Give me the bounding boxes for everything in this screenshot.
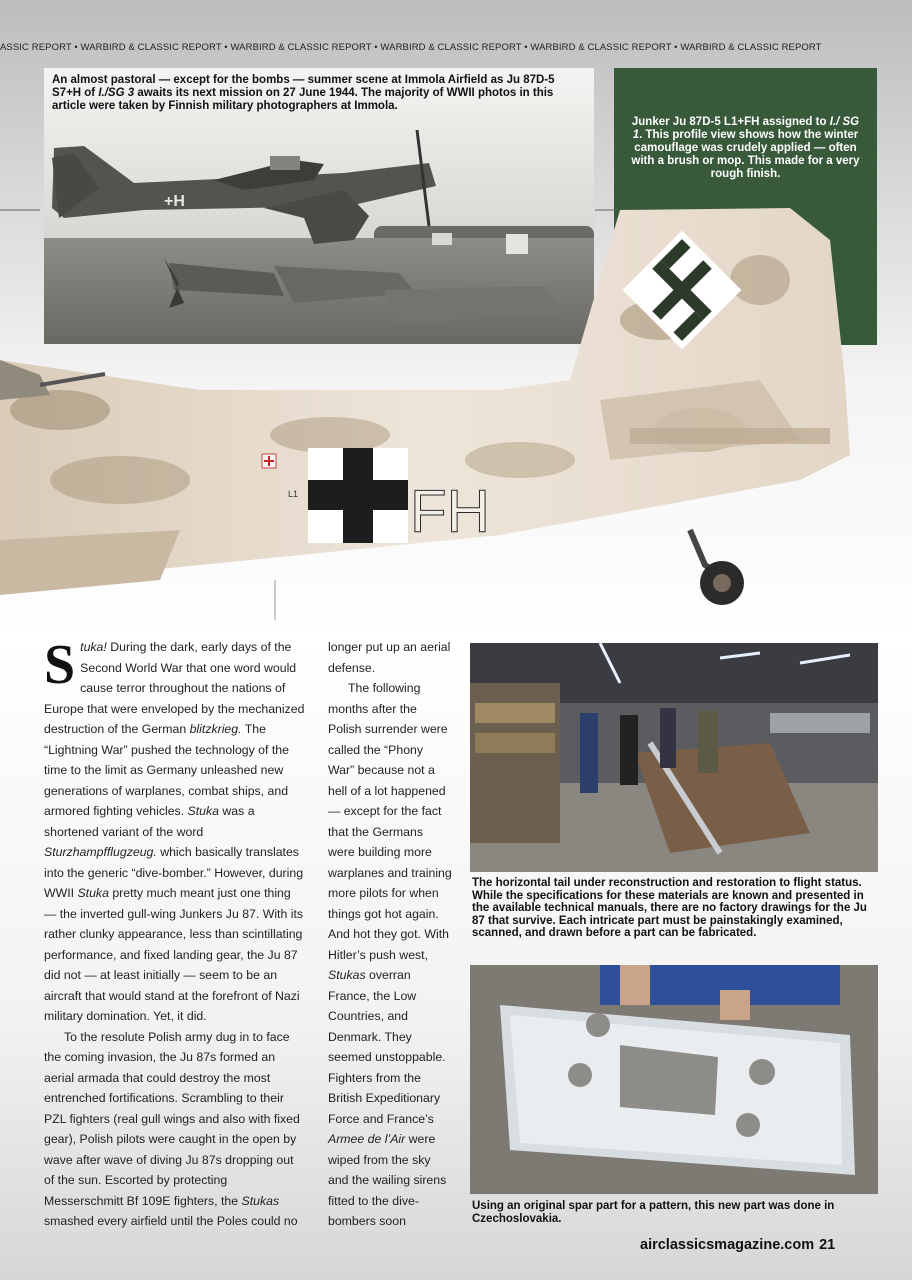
spar-part-photo-illustration xyxy=(470,965,878,1194)
aircraft-profile-illustration xyxy=(0,200,912,620)
workshop-photo xyxy=(470,643,878,872)
workshop-photo-caption: The horizontal tail under reconstruction and restoration to flight status. While the specifications for these materials are known and presented in the available technical manuals, there are no factory drawings for the Ju 87 that survive. Each intricate part must be painstakingly examined, scanned, and drawn before a part can be fabricated. xyxy=(472,877,867,940)
photo-aircraft-code: +H xyxy=(164,193,185,210)
footer-site: airclassicsmagazine.com xyxy=(640,1237,815,1253)
top-caption-text-a: An almost pastoral — except for the bombs — summer scene at Immola Airfield as Ju 87D-5 S7+H of xyxy=(52,74,555,99)
article-p1-a: tuka! xyxy=(80,640,107,654)
article-p2-a: To the resolute Polish army dug in to face the coming invasion, the Ju 87s formed an aerial armada that could destroy the most entrenched fortifications. Scrambling to their PZL fighters (real gull wings and also with fixed gear), Polish pilots were caught in the open by wave after wave of diving Ju 87s dropping out of the sun. Escorted by protecting Messerschmitt Bf 109E fighters, the xyxy=(44,1029,300,1208)
page-footer xyxy=(640,1237,835,1253)
article-p1-h: which basically translates into the generic “dive-bomber.” However, during WWII xyxy=(44,845,304,900)
article-p1-d: The “Lightning War” pushed the technology of the time to the limit as Germany unleashed new generations of warplanes, combat ships, and armored fighting vehicles. xyxy=(44,722,289,818)
article-p2-d: longer put up an aerial defense. xyxy=(328,640,451,675)
article-column-1 xyxy=(44,634,306,1232)
article-column-2 xyxy=(328,637,452,1232)
article-p2-c: smashed every airfield until the Poles could no xyxy=(44,1214,298,1228)
profile-small-code: L1 xyxy=(288,489,299,499)
article-p1-i: Stuka xyxy=(77,886,109,900)
page-number: 21 xyxy=(819,1237,836,1253)
profile-caption-text-a: Junker Ju 87D-5 L1+FH assigned to xyxy=(631,116,830,128)
article-p3-b: Stukas xyxy=(328,968,366,982)
top-caption-text-b: awaits its next mission on 27 June 1944. The majority of WWII photos in this article were taken by Finnish military photographers at Immola. xyxy=(52,87,554,112)
workshop-photo-illustration xyxy=(470,643,878,872)
article-p1-c: blitzkrieg. xyxy=(189,722,242,736)
article-p1-e: Stuka xyxy=(187,804,219,818)
spar-part-photo-caption: Using an original spar part for a pattern, this new part was done in Czechoslovakia. xyxy=(472,1200,835,1225)
profile-caption-text-b: . This profile view shows how the winter camouflage was crudely applied — often with a brush or mop. This made for a very rough finish. xyxy=(631,129,860,180)
drop-cap: S xyxy=(44,634,76,696)
article-p1-b: During the dark, early days of the Second World War that one word would cause terror throughout the nations of Europe that were enveloped by the mechanized destruction of the German xyxy=(44,640,305,736)
profile-caption xyxy=(628,116,863,181)
article-p1-g: Sturzhampfflugzeug. xyxy=(44,845,157,859)
article-p3-d: Armee de l’Air xyxy=(328,1132,406,1146)
top-photo-caption xyxy=(52,74,572,113)
article-p3-a: The following months after the Polish surrender were called the “Phony War” because not a hell of a lot happened — except for the fact that the Germans were building more warplanes and training more pilots for when things got hot again. And hot they got. With Hitler’s push west, xyxy=(328,681,452,962)
profile-code-letters: FH xyxy=(410,478,490,545)
article-p1-j: pretty much meant just one thing — the inverted gull-wing Junkers Ju 87. With its rather clunky appearance, less than scintillating performance, and fixed landing gear, the Ju 87 did not — at least initially — seem to be an aircraft that would stand at the forefront of Nazi military domination. Yet, it did. xyxy=(44,886,304,1023)
article-p3-e: were wiped from the sky and the wailing sirens fitted to the dive-bombers soon xyxy=(328,1132,447,1228)
article-p2-b: Stukas xyxy=(241,1193,280,1208)
article-p3-c: overran France, the Low Countries, and Denmark. They seemed unstoppable. Fighters from the British Expeditionary Force and France’s xyxy=(328,968,446,1126)
article-p1-f: was a shortened variant of the word xyxy=(44,804,255,839)
profile-caption-unit: I./ SG 1 xyxy=(632,116,860,141)
spar-part-photo xyxy=(470,965,878,1194)
running-head: ASSIC REPORT • WARBIRD & CLASSIC REPORT • WARBIRD & CLASSIC REPORT • WARBIRD & CLASSIC REPORT • WARBIRD & CLASSIC REPORT • WARBIRD & CLASSIC REPORT xyxy=(0,42,822,53)
top-caption-unit: I./SG 3 xyxy=(98,87,135,99)
